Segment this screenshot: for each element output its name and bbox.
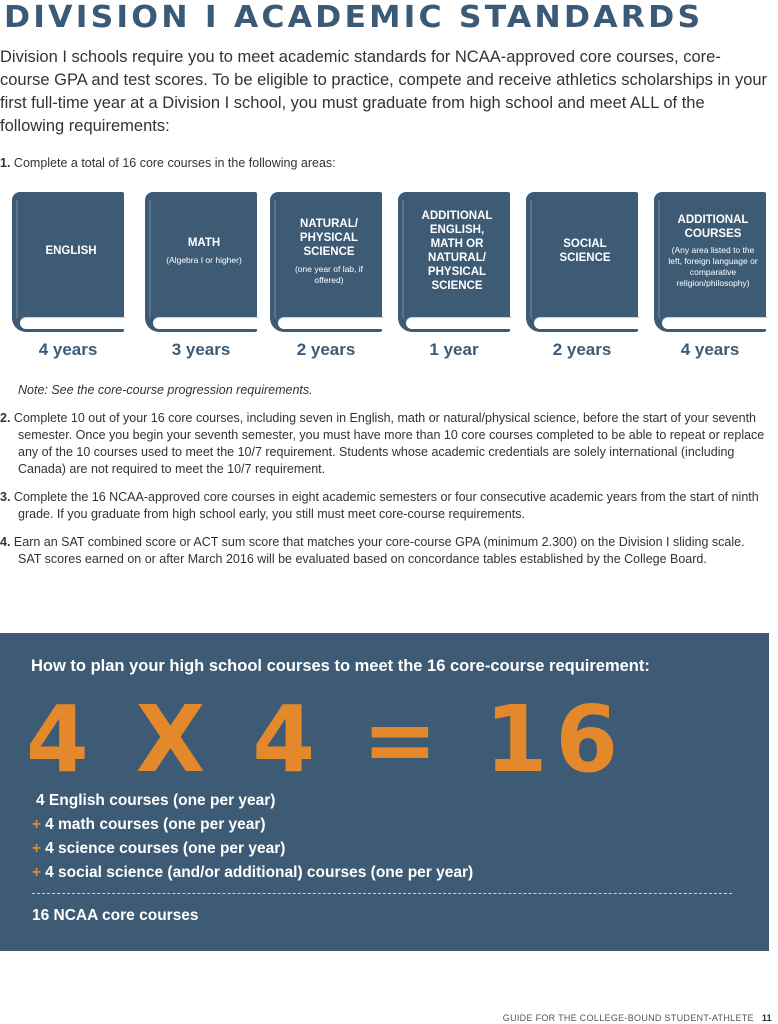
progression-note: Note: See the core-course progression requirements. [18, 383, 313, 397]
book-subtext: (one year of lab, if offered) [294, 263, 364, 285]
planning-heading: How to plan your high school courses to meet the 16 core-course requirement: [31, 657, 650, 675]
course-item-text: 4 social science (and/or additional) courses (one per year) [45, 864, 474, 881]
book-years: 2 years [552, 340, 612, 359]
requirement-text: Complete a total of 16 core courses in the following areas: [13, 156, 336, 170]
book-name: NATURAL/ PHYSICAL SCIENCE [299, 217, 359, 258]
book-name: SOCIAL SCIENCE [559, 238, 611, 264]
requirement-number: 2. [0, 411, 11, 425]
book-name: ENGLISH [45, 245, 97, 257]
requirement-text: Earn an SAT combined score or ACT sum score that matches your core-course GPA (minimum 2.300) on the Division I sliding scale. SAT scores earned on or after March 2016 will be evaluated based on concordance tables established by the College Board. [13, 535, 745, 566]
requirement-number: 4. [0, 535, 11, 549]
core-course-books [12, 192, 772, 362]
course-item-text: 4 English courses (one per year) [36, 792, 276, 809]
course-item [32, 789, 473, 813]
requirement-2 [0, 410, 770, 478]
planning-panel [0, 633, 769, 951]
footer-guide-title: GUIDE FOR THE COLLEGE-BOUND STUDENT-ATHLETE [502, 1013, 754, 1023]
book-years: 1 year [429, 340, 479, 359]
requirement-text: Complete 10 out of your 16 core courses, including seven in English, math or natural/physical science, before the start of your seventh semester. Once you begin your seventh semester, you must have more than 10 core courses completed to be able to repeat or replace any of the 10 courses used to meet the 10/7 requirement. Students whose academic credentials are solely international (including Canada) are not required to meet the 10/7 requirement. [13, 411, 765, 476]
book-social-science [526, 192, 638, 332]
course-item [32, 861, 473, 885]
plus-sign: + [32, 816, 42, 833]
book-subtext: (Any area listed to the left, foreign language or comparative religion/philosophy) [668, 245, 758, 288]
book-years: 2 years [296, 340, 356, 359]
page-footer [503, 1013, 772, 1023]
book-name: MATH [187, 237, 221, 249]
plus-sign: + [32, 864, 42, 881]
course-item-text: 4 math courses (one per year) [45, 816, 266, 833]
page-number: 11 [761, 1013, 772, 1023]
book-name: ADDITIONAL ENGLISH, MATH OR NATURAL/ PHYSICAL SCIENCE [421, 210, 493, 292]
course-list [32, 789, 473, 885]
course-item-text: 4 science courses (one per year) [45, 840, 286, 857]
page-title: DIVISION I ACADEMIC STANDARDS [4, 0, 704, 35]
book-years: 4 years [680, 340, 740, 359]
book-years: 3 years [171, 340, 231, 359]
divider [32, 893, 732, 894]
plus-sign: + [32, 840, 42, 857]
book-subtext: (Algebra I or higher) [166, 255, 242, 265]
book-additional-english-math-science [398, 192, 510, 332]
intro-paragraph: Division I schools require you to meet academic standards for NCAA-approved core courses, core-course GPA and test scores. To be eligible to practice, compete and receive athletics scholarships in your first full-time year at a Division I school, you must graduate from high school and meet ALL of the following requirements: [0, 48, 768, 135]
requirement-4 [0, 534, 770, 568]
requirement-3 [0, 489, 770, 523]
book-name: ADDITIONAL COURSES [677, 214, 749, 240]
book-natural-science [270, 192, 382, 332]
book-years: 4 years [38, 340, 98, 359]
formula-4x4: 4 X 4 = 16 [26, 686, 626, 793]
book-additional-courses [654, 192, 766, 332]
requirement-number: 3. [0, 490, 11, 504]
course-item [32, 813, 473, 837]
requirement-number: 1. [0, 156, 11, 170]
requirement-text: Complete the 16 NCAA-approved core courses in eight academic semesters or four consecutive academic years from the start of ninth grade. If you graduate from high school early, you still must meet core-course requirements. [13, 490, 759, 521]
book-math [145, 192, 257, 332]
book-english [12, 192, 124, 332]
requirement-1 [0, 156, 336, 170]
course-total: 16 NCAA core courses [32, 907, 199, 924]
course-item [32, 837, 473, 861]
